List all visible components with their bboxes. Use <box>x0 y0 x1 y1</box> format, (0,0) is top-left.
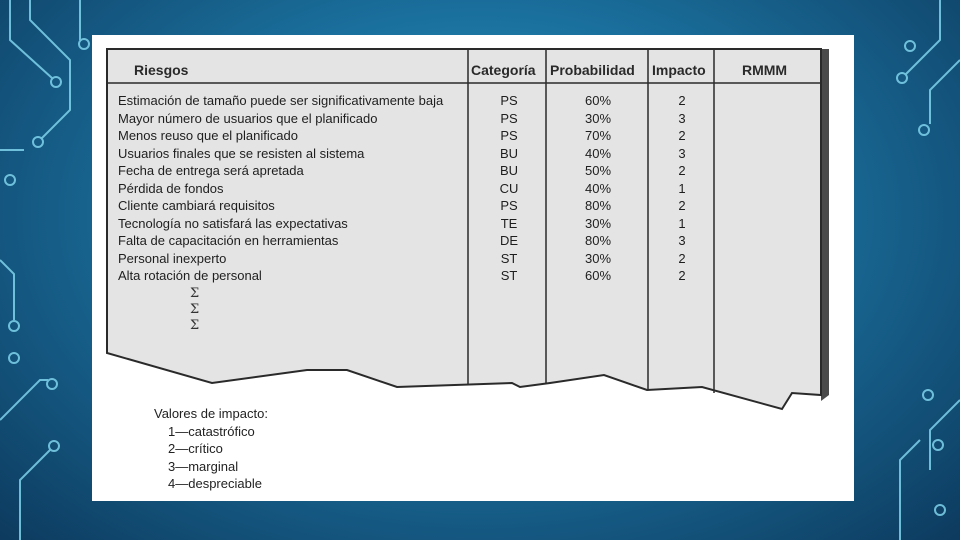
header-risks: Riesgos <box>134 62 189 78</box>
risk-cell: Usuarios finales que se resisten al sistema <box>118 145 365 161</box>
probability-cell: 30% <box>584 250 612 266</box>
sigma-marks <box>190 286 199 334</box>
table-row <box>92 163 854 181</box>
probability-cell: 30% <box>584 110 612 126</box>
slide-panel <box>92 35 854 501</box>
probability-cell: 60% <box>584 268 612 283</box>
legend-title: Valores de impacto: <box>154 406 268 421</box>
impact-cell: 2 <box>678 163 686 178</box>
table-row <box>92 268 854 286</box>
impact-cell: 2 <box>678 268 686 283</box>
category-cell: BU <box>499 145 519 161</box>
impact-legend <box>154 405 268 493</box>
risk-cell: Falta de capacitación en herramientas <box>118 233 339 248</box>
table-row <box>92 93 854 111</box>
probability-cell: 30% <box>584 215 612 231</box>
table-row <box>92 111 854 129</box>
category-cell: BU <box>499 163 519 178</box>
risk-cell: Tecnología no satisfará las expectativas <box>118 215 348 231</box>
table-row <box>92 181 854 199</box>
table-row <box>92 233 854 251</box>
impact-cell: 2 <box>678 198 686 213</box>
impact-cell: 3 <box>678 145 686 161</box>
impact-cell: 2 <box>678 93 686 108</box>
probability-cell: 70% <box>584 128 612 143</box>
risk-cell: Pérdida de fondos <box>118 180 224 196</box>
category-cell: CU <box>499 180 519 196</box>
probability-cell: 60% <box>584 93 612 108</box>
table-row <box>92 198 854 216</box>
risk-table <box>92 35 854 455</box>
probability-cell: 40% <box>584 145 612 161</box>
legend-item: 1—catastrófico <box>168 423 255 439</box>
legend-item: 2—crítico <box>168 441 223 456</box>
impact-cell: 3 <box>678 110 686 126</box>
sigma-mark: Σ <box>190 318 200 333</box>
risk-cell: Cliente cambiará requisitos <box>118 198 275 213</box>
risk-cell: Alta rotación de personal <box>118 268 262 283</box>
table-row <box>92 216 854 234</box>
table-row <box>92 146 854 164</box>
category-cell: PS <box>500 198 518 213</box>
category-cell: PS <box>500 110 518 126</box>
impact-cell: 1 <box>678 215 686 231</box>
risk-cell: Fecha de entrega será apretada <box>118 163 304 178</box>
category-cell: PS <box>500 128 518 143</box>
risk-cell: Personal inexperto <box>118 250 227 266</box>
category-cell: ST <box>500 268 518 283</box>
sigma-mark: Σ <box>190 286 200 301</box>
category-cell: TE <box>500 215 518 231</box>
header-impact: Impacto <box>652 62 706 78</box>
impact-cell: 3 <box>678 233 686 248</box>
probability-cell: 80% <box>584 233 612 248</box>
risk-cell: Menos reuso que el planificado <box>118 128 298 143</box>
probability-cell: 80% <box>584 198 612 213</box>
category-cell: DE <box>499 233 519 248</box>
category-cell: PS <box>500 93 518 108</box>
risk-cell: Estimación de tamaño puede ser significativamente baja <box>118 93 444 108</box>
risk-cell: Mayor número de usuarios que el planificado <box>118 110 378 126</box>
table-row <box>92 128 854 146</box>
probability-cell: 40% <box>584 180 612 196</box>
impact-cell: 2 <box>678 128 686 143</box>
header-probability: Probabilidad <box>550 62 635 78</box>
impact-cell: 2 <box>678 250 686 266</box>
sigma-mark: Σ <box>190 302 200 317</box>
legend-item: 3—marginal <box>168 458 239 474</box>
category-cell: ST <box>500 250 518 266</box>
impact-cell: 1 <box>678 180 686 196</box>
table-row <box>92 251 854 269</box>
probability-cell: 50% <box>584 163 612 178</box>
header-category: Categoría <box>471 62 536 78</box>
legend-item: 4—despreciable <box>168 476 262 491</box>
header-rmmm: RMMM <box>742 62 788 78</box>
